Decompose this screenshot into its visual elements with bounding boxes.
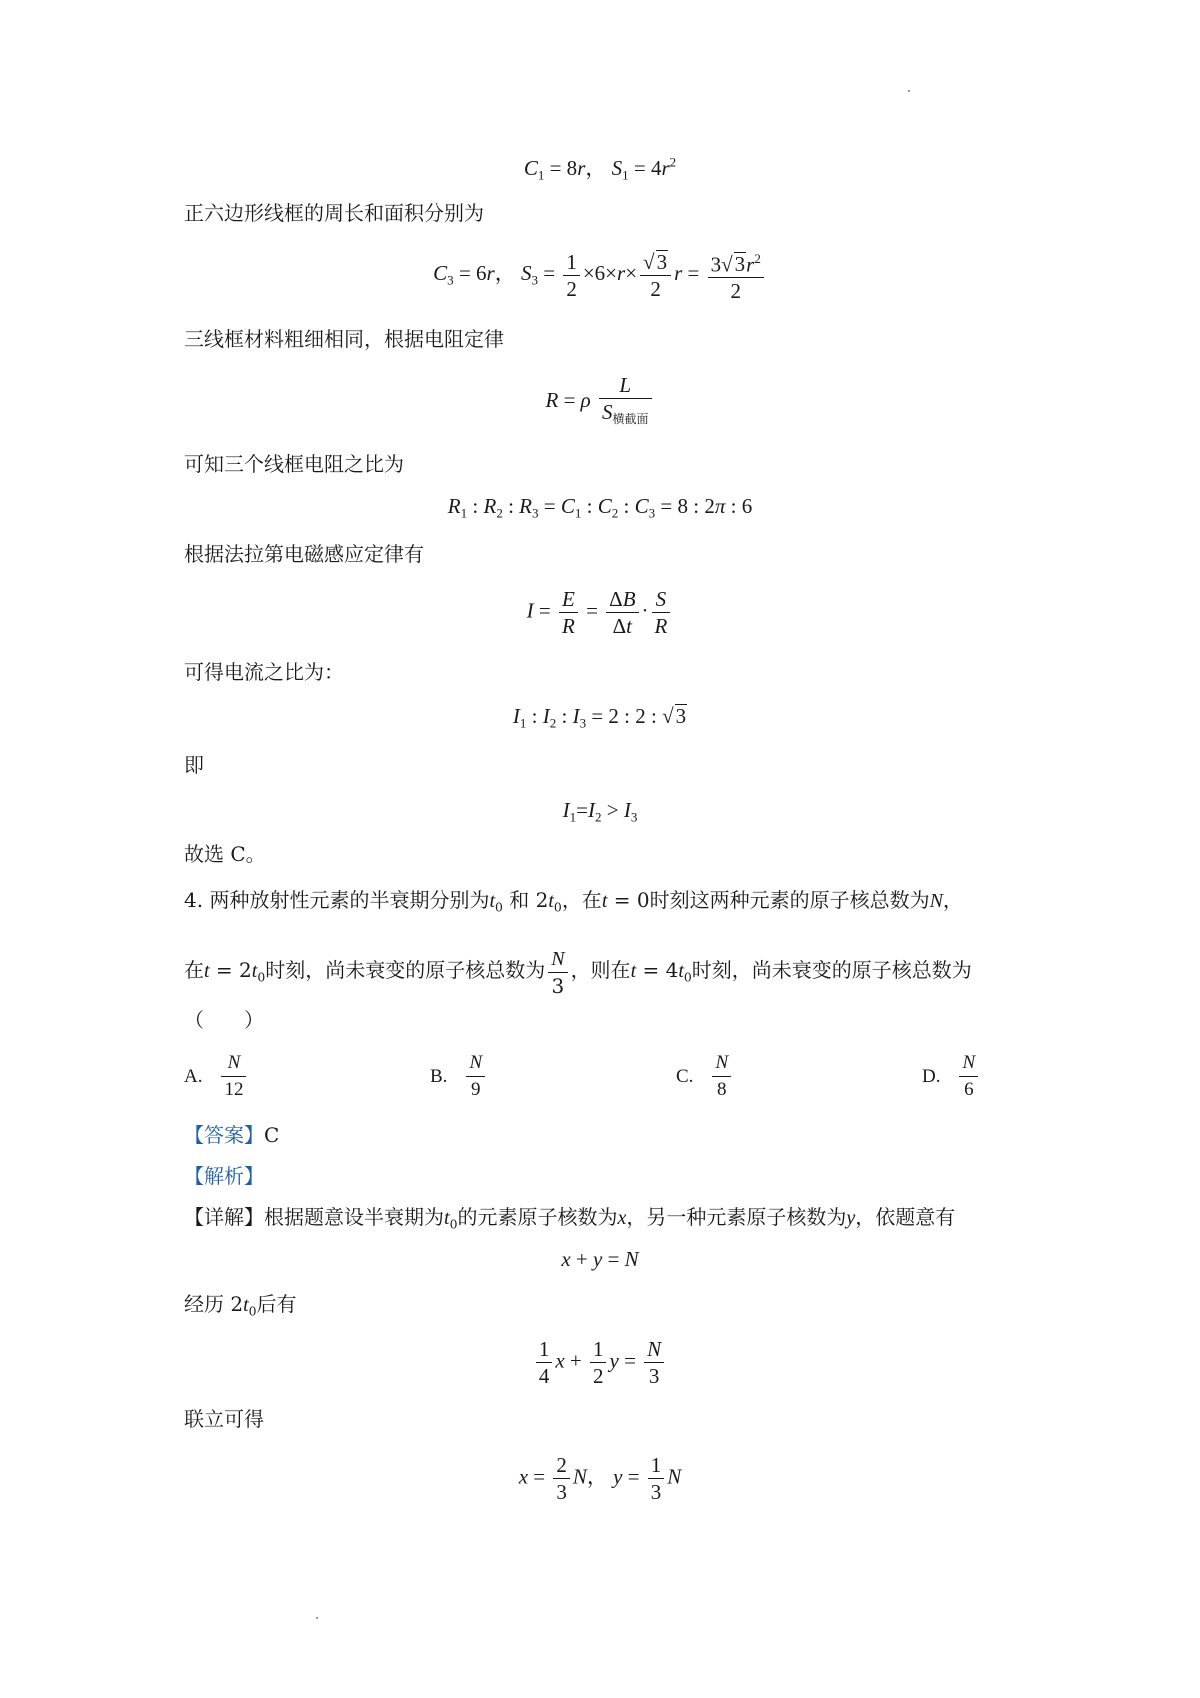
equation-resistance-ratio: $R_1$ : $R_2$ : $R_3 = C_1$ : $C_2$ : $C_3 = 8$ : 2π : 6 — [447, 494, 753, 521]
detail-line: 【详解】根据题意设半衰期为$t_0$的元素原子核数为x，另一种元素原子核数为y，依题意有 — [184, 1205, 956, 1232]
answer-value: C — [264, 1123, 280, 1147]
paragraph: 根据法拉第电磁感应定律有 — [184, 542, 424, 566]
question-4-line-2: 在$t = 2t_0$时刻，尚未衰变的原子核总数为 $\frac{N}{3}$ ，则在$t = 4t_0$时刻，尚未衰变的原子核总数为 — [184, 940, 972, 1007]
option-a[interactable]: A. $\frac{N}{12}$ — [184, 1050, 249, 1103]
equation-current-compare: $I_1=I_2 > I_3$ — [562, 798, 638, 825]
paragraph: 正六边形线框的周长和面积分别为 — [184, 201, 484, 225]
equation-sum: x + y = N — [561, 1247, 639, 1271]
equation-square-frame: $C_1 = 8r$， $S_1 = 4r^2$ — [523, 154, 677, 183]
question-4-line-1: 4. 两种放射性元素的半衰期分别为$t_0$ 和 $2t_0$，在t = 0时刻这两种元素的原子核总数为N， — [184, 888, 963, 915]
option-c[interactable]: C. $\frac{N}{8}$ — [676, 1050, 734, 1103]
equation-resistance-law: R = ρ $\frac{L}{S_{横截面}}$ — [0, 372, 1200, 432]
paragraph: 联立可得 — [184, 1407, 264, 1431]
paragraph: 可得电流之比为： — [184, 660, 344, 684]
after-line: 经历 $2t_0$后有 — [184, 1292, 297, 1319]
answer-label: 【答案】 — [184, 1123, 264, 1147]
paragraph: 即 — [184, 753, 204, 777]
equation-faraday: I = $\frac{E}{R}$ = $\frac{\Delta B}{\Delta t}$ · $\frac{S}{R}$ — [0, 586, 1200, 639]
equation-solution: x = $\frac{2}{3}$ N， y = $\frac{1}{3}$ N — [518, 1453, 682, 1504]
paragraph: 可知三个线框电阻之比为 — [184, 452, 404, 476]
answer-line — [184, 1121, 279, 1149]
option-b[interactable]: B. $\frac{N}{9}$ — [430, 1050, 488, 1103]
option-d[interactable]: D. $\frac{N}{6}$ — [922, 1050, 981, 1103]
equation-hexagon: $C_3 = 6r$， $S_3$ = $\frac{1}{2}$ ×6×r× $\frac{√3}{2}$ r = $\frac{3√3r^2}{2}$ — [0, 246, 1200, 304]
paragraph: 三线框材料粗细相同，根据电阻定律 — [184, 327, 504, 351]
analysis-label: 【解析】 — [184, 1164, 264, 1188]
scan-dot — [316, 1617, 318, 1619]
equation-after-decay: $\frac{1}{4}$ x + $\frac{1}{2}$ y = $\frac{N}{3}$ — [0, 1336, 1200, 1389]
equation-current-ratio: $I_1$ : $I_2$ : $I_3 = 2$ : 2 : √3 — [512, 704, 687, 731]
question-4-paren: （ ） — [184, 1008, 264, 1032]
scan-dot — [908, 90, 910, 92]
paragraph: 故选 C。 — [184, 842, 266, 866]
